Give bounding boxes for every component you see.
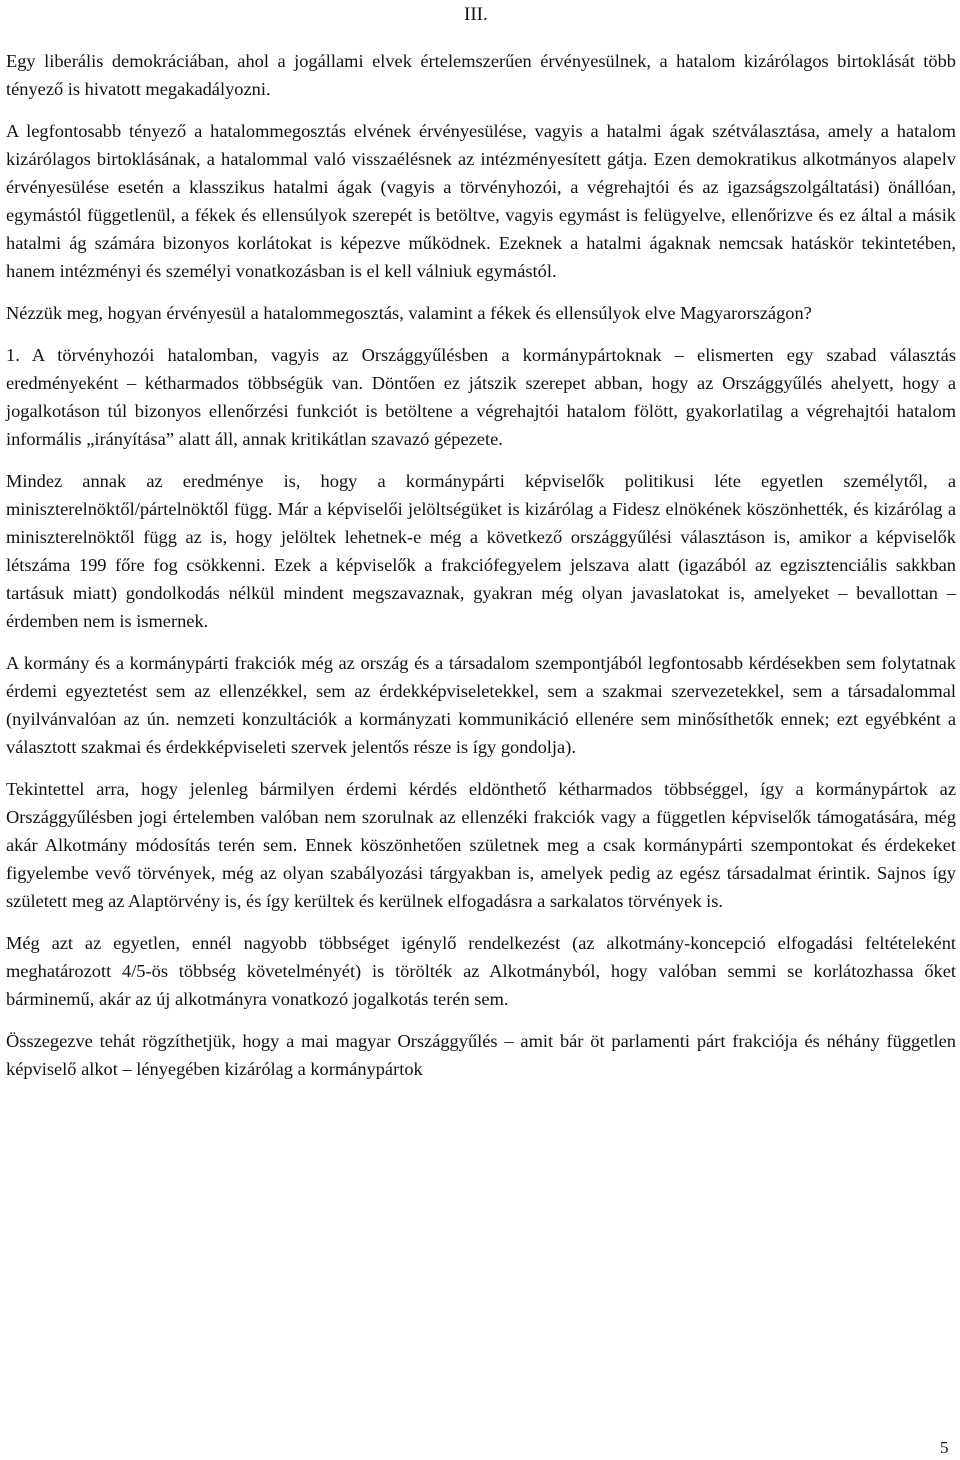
- paragraph: Egy liberális demokráciában, ahol a jogállami elvek értelemszerűen érvényesülnek, a hatalom kizárólagos birtoklását több tényező is hivatott megakadályozni.: [6, 51, 956, 99]
- paragraph: 1. A törvényhozói hatalomban, vagyis az Országgyűlésben a kormánypártoknak – elismerten egy szabad választás eredményeként – kétharmados többségük van. Döntően ez játszik szerepet abban, hogy az Országgyűlés ahelyett, hogy a jogalkotáson túl bizonyos ellenőrzési funkciót is betöltene a végrehajtói hatalom fölött, gyakorlatilag a végrehajtói hatalom informális „irányítása” alatt áll, annak kritikátlan szavazó gépezete.: [6, 345, 956, 449]
- paragraph: Mindez annak az eredménye is, hogy a kormánypárti képviselők politikusi léte egyetlen személytől, a miniszterelnöktől/pártelnöktől függ. Már a képviselői jelöltségüket is kizárólag a Fidesz elnökének köszönhették, és kizárólag a miniszterelnöktől függ az is, hogy jelöltek lehetnek-e még a következő országgyűlési választáson is, amikor a képviselők létszáma 199 főre fog csökkenni. Ezek a képviselők a frakciófegyelem jelszava alatt (igazából az egzisztenciális sakkban tartásuk miatt) gondolkodás nélkül mindent megszavaznak, gyakran még olyan javaslatokat is, amelyeket – bevallottan – érdemben nem is ismernek.: [6, 471, 956, 631]
- paragraph: A legfontosabb tényező a hatalommegosztás elvének érvényesülése, vagyis a hatalmi ágak szétválasztása, amely a hatalom kizárólagos birtoklásának, a hatalommal való visszaélésnek az intézményesített gátja. Ezen demokratikus alkotmányos alapelv érvényesülése esetén a klasszikus hatalmi ágak (vagyis a törvényhozói, a végrehajtói és az igazságszolgáltatási) önállóan, egymástól függetlenül, a fékek és ellensúlyok szerepét is betöltve, vagyis egymást is felügyelve, ellenőrizve és ez által a másik hatalmi ág számára bizonyos korlátokat is képezve működnek. Ezeknek a hatalmi ágaknak nemcsak hatáskör tekintetében, hanem intézményi és személyi vonatkozásban is el kell válniuk egymástól.: [6, 121, 956, 281]
- paragraph: A kormány és a kormánypárti frakciók még az ország és a társadalom szempontjából legfontosabb kérdésekben sem folytatnak érdemi egyeztetést sem az ellenzékkel, sem az érdekképviseletekkel, sem a szakmai szervezetekkel, sem a társadalommal (nyilvánvalóan az ún. nemzeti konzultációk a kormányzati kommunikáció ellenére sem minősíthetők ennek; ezt egyébként a választott szakmai és érdekképviseleti szervek jelentős része is így gondolja).: [6, 653, 956, 757]
- paragraph: Tekintettel arra, hogy jelenleg bármilyen érdemi kérdés eldönthető kétharmados többséggel, így a kormánypártok az Országgyűlésben jogi értelemben valóban nem szorulnak az ellenzéki frakciók vagy a független képviselők támogatására, még akár Alkotmány módosítás terén sem. Ennek köszönhetően születnek meg a csak kormánypárti szempontokat és érdekeket figyelembe vevő törvények, még az olyan szabályozási tárgyakban is, amelyek pedig az egész társadalmat érintik. Sajnos így született meg az Alaptörvény is, és így kerültek és kerülnek elfogadásra a sarkalatos törvények is.: [6, 779, 956, 911]
- paragraph: Még azt az egyetlen, ennél nagyobb többséget igénylő rendelkezést (az alkotmány-koncepció elfogadási feltételeként meghatározott 4/5-ös többség követelményét) is törölték az Alkotmányból, hogy valóban semmi se korlátozhassa őket bárminemű, akár az új alkotmányra vonatkozó jogalkotás terén sem.: [6, 933, 956, 1009]
- section-number: III.: [464, 4, 488, 25]
- page-number: 5: [940, 1438, 949, 1457]
- paragraph: Nézzük meg, hogyan érvényesül a hatalommegosztás, valamint a fékek és ellensúlyok elve Magyarországon?: [6, 303, 812, 323]
- body-text: [6, 47, 956, 1097]
- paragraph: Összegezve tehát rögzíthetjük, hogy a mai magyar Országgyűlés – amit bár öt parlamenti párt frakciója és néhány független képviselő alkot – lényegében kizárólag a kormánypártok: [6, 1031, 956, 1079]
